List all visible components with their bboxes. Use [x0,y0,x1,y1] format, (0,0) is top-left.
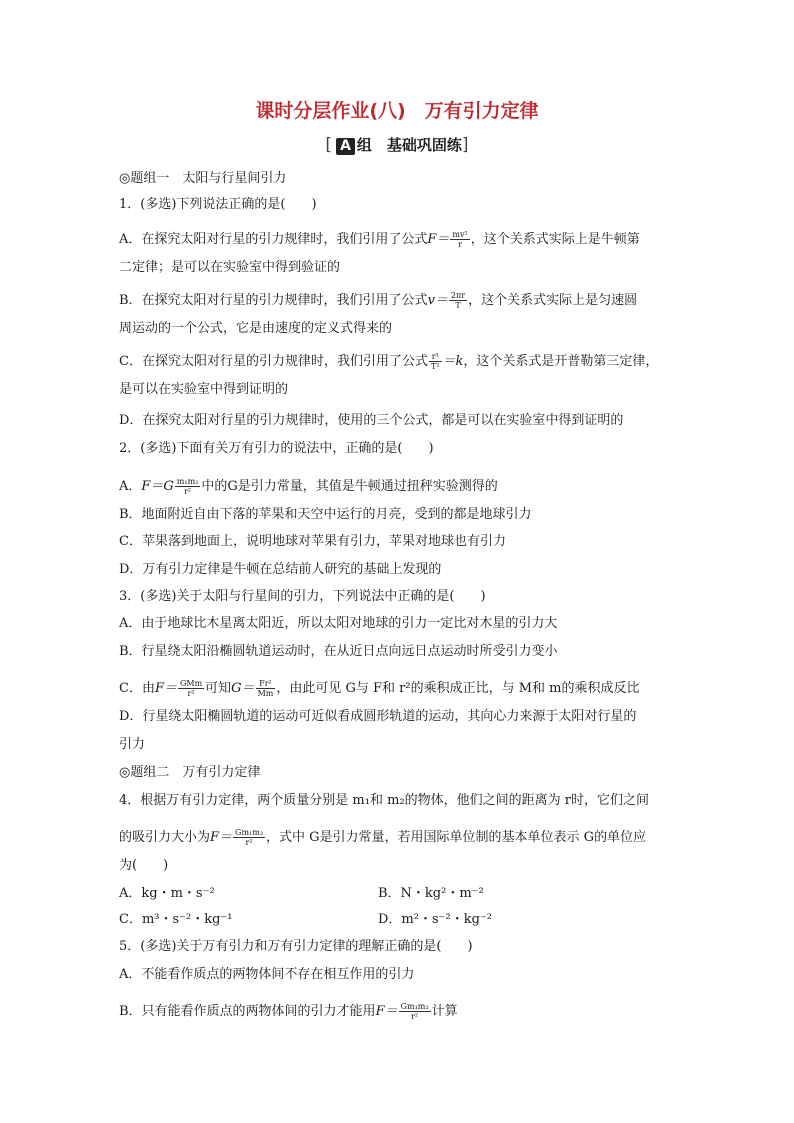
q3-option-c: C．由F＝ $\frac{\text{GMm}}{\text{r²}}$ 可知G＝ $\frac{\text{Fr²}}{Mm}$ ，由此可见 G与 F和 r²的乘积成正比，与 M和 m的乘积成反比 [119,679,640,698]
q2-stem: 2．(多选)下面有关万有引力的说法中，正确的是( ) [119,441,434,456]
q1-option-a: A．在探究太阳对行星的引力规律时，我们引用了公式F＝ $\frac{\text{mv²}}{r}$ ，这个关系式实际上是牛顿第 [119,230,640,249]
q2-option-c: C．苹果落到地面上，说明地球对苹果有引力，苹果对地球也有引力 [119,534,506,549]
q4-option-c: C．m³・s⁻²・kg⁻¹ [119,912,233,927]
fraction: $\frac{\text{m₁m₂}}{\text{r²}}$ [176,477,199,496]
q5-stem: 5．(多选)关于万有引力和万有引力定律的理解正确的是( ) [119,939,473,954]
q5-option-b: B．只有能看作质点的两物体间的引力才能用F＝ $\frac{\text{Gm₁m₂}}{\text{r²}}$ 计算 [119,1002,458,1021]
fraction: $\frac{\text{Gm₁m₂}}{\text{r²}}$ [400,1002,429,1021]
q2-option-b: B．地面附近自由下落的苹果和天空中运行的月亮，受到的都是地球引力 [119,507,532,522]
q4-option-a: A．kg・m・s⁻² [119,886,215,901]
section-heading: ◎题组一 太阳与行星间引力 [119,171,287,186]
q3-option-d-cont: 引力 [119,737,146,752]
q5-option-a: A．不能看作质点的两物体间不存在相互作用的引力 [119,967,415,982]
section-heading: ◎题组二 万有引力定律 [119,765,261,780]
q4-stem-cont: 的吸引力大小为F＝ $\frac{\text{Gm₁m₂}}{\text{r²}}$ ，式中 G是引力常量，若用国际单位制的基本单位表示 G的单位应 [119,828,647,847]
q4-option-d: D．m²・s⁻²・kg⁻² [378,912,492,927]
group-badge: A [336,138,355,155]
bracket-close: ] [461,135,469,155]
fraction: $\frac{\text{mv²}}{r}$ [452,230,468,249]
fraction: $\frac{2\pi r}{T}$ [450,291,466,310]
q3-stem: 3．(多选)关于太阳与行星间的引力，下列说法中正确的是( ) [119,589,486,604]
q1-option-b: B．在探究太阳对行星的引力规律时，我们引用了公式v＝ $\frac{2\pi r}{T}$ ，这个关系式实际上是匀速圆 [119,291,638,310]
fraction: $\frac{\text{r³}}{\text{T²}}$ [430,352,440,371]
group-header [0,134,794,155]
fraction: $\frac{\text{Gm₁m₂}}{\text{r²}}$ [235,828,264,847]
q1-option-c: C．在探究太阳对行星的引力规律时，我们引用了公式 $\frac{\text{r³}}{\text{T²}}$ ＝k，这个关系式是开普勒第三定律， [119,352,659,371]
fraction: $\frac{\text{Fr²}}{Mm}$ [257,679,274,698]
q4-stem: 4．根据万有引力定律，两个质量分别是 m₁和 m₂的物体，他们之间的距离为 r时，它们之间 [119,793,649,808]
q1-stem: 1．(多选)下列说法正确的是( ) [119,197,317,212]
q4-option-b: B．N・kg²・m⁻² [378,886,484,901]
q4-stem-end: 为( ) [119,858,169,873]
q1-option-b-cont: 周运动的一个公式，它是由速度的定义式得来的 [119,321,393,336]
q1-option-d: D．在探究太阳对行星的引力规律时，使用的三个公式，都是可以在实验室中得到证明的 [119,413,624,428]
q3-option-a: A．由于地球比木星离太阳近，所以太阳对地球的引力一定比对木星的引力大 [119,616,558,631]
q3-option-d: D．行星绕太阳椭圆轨道的运动可近似看成圆形轨道的运动，其向心力来源于太阳对行星的 [119,709,637,724]
fraction: $\frac{\text{GMm}}{\text{r²}}$ [179,679,203,698]
q1-option-a-cont: 二定律；是可以在实验室中得到验证的 [119,260,341,275]
q2-option-d: D．万有引力定律是牛顿在总结前人研究的基础上发现的 [119,562,442,577]
q3-option-b: B．行星绕太阳沿椭圆轨道运动时，在从近日点向远日点运动时所受引力变小 [119,644,558,659]
bracket-open: [ [325,135,333,155]
q1-option-c-cont: 是可以在实验室中得到证明的 [119,382,289,397]
page-title: 课时分层作业(八) 万有引力定律 [255,100,539,122]
q2-option-a: A．F＝G $\frac{\text{m₁m₂}}{\text{r²}}$ 中的G是引力常量，其值是牛顿通过扭秤实验测得的 [119,477,498,496]
group-label: 组 基础巩固练 [356,136,462,154]
